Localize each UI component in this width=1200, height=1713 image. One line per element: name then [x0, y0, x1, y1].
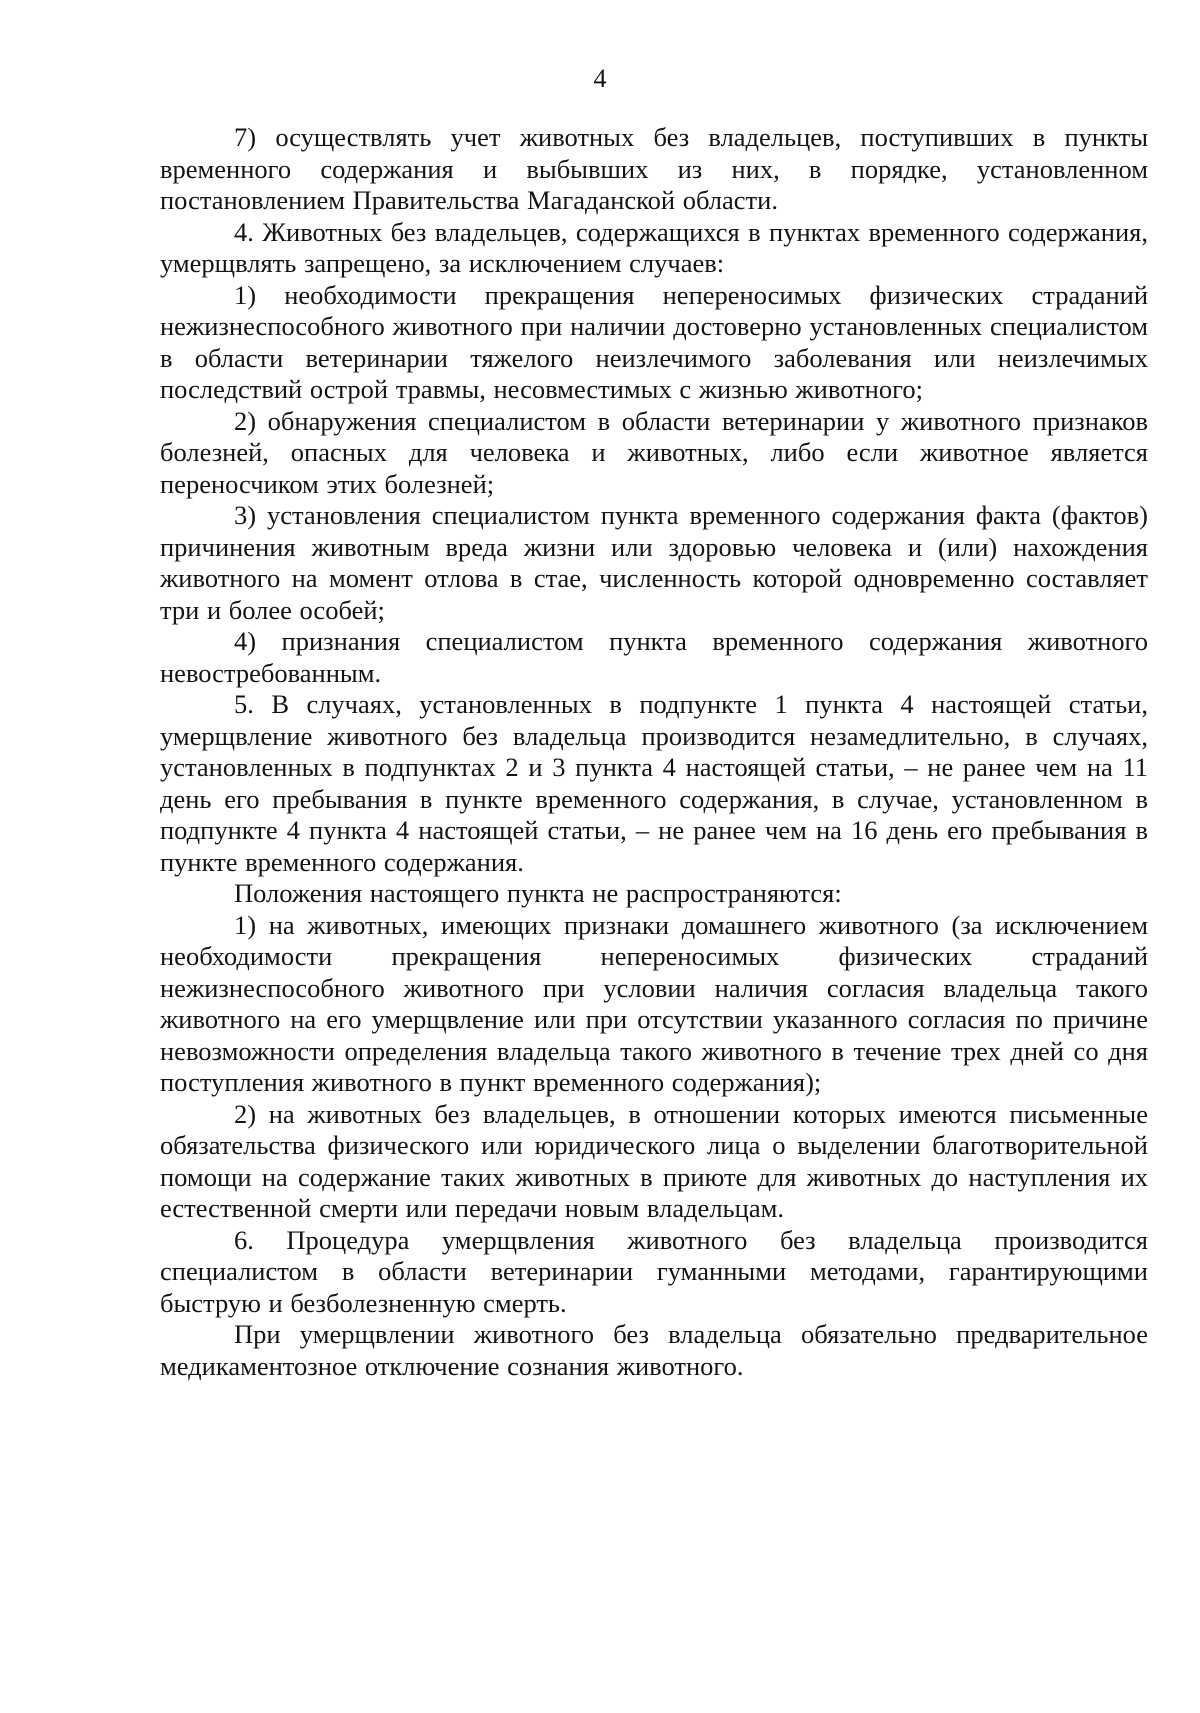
paragraph-7-record-keeping: 7) осуществлять учет животных без владельцев, поступивших в пункты временного содержания и выбывших из них, в порядке, установленном постановлением Правительства Магаданской области. [160, 122, 1148, 215]
page-number: 4 [593, 64, 607, 93]
paragraph-4-euthanasia-prohibited: 4. Животных без владельцев, содержащихся в пунктах временного содержания, умерщвлять запрещено, за исключением случаев: [160, 216, 1148, 278]
paragraph-anesthesia-requirement: При умерщвлении животного без владельца обязательно предварительное медикаментозное отключение сознания животного. [160, 1319, 1148, 1381]
document-body [160, 122, 1148, 1382]
paragraph-6-humane-procedure: 6. Процедура умерщвления животного без владельца производится специалистом в области ветеринарии гуманными методами, гарантирующими быструю и безболезненную смерть. [160, 1224, 1148, 1318]
subparagraph-4-unclaimed: 4) признания специалистом пункта временного содержания животного невостребованным. [160, 626, 1148, 688]
subparagraph-1-incurable-suffering: 1) необходимости прекращения непереносимых физических страданий нежизнеспособного животного при наличии достоверно установленных специалистом в области ветеринарии тяжелого неизлечимого заболевания или неизлечимых последствий острой травмы, несовместимых с жизнью животного; [160, 279, 1148, 404]
paragraph-5-timing: 5. В случаях, установленных в подпункте 1 пункта 4 настоящей статьи, умерщвление животного без владельца производится незамедлительно, в случаях, установленных в подпунктах 2 и 3 пункта 4 настоящей статьи, – не ранее чем на 11 день его пребывания в пункте временного содержания, в случае, установленном в подпункте 4 пункта 4 настоящей статьи, – не ранее чем на 16 день его пребывания в пункте временного содержания. [160, 689, 1148, 877]
subparagraph-3-harm-to-humans: 3) установления специалистом пункта временного содержания факта (фактов) причинения животным вреда жизни или здоровью человека и (или) нахождения животного на момент отлова в стае, численность которой одновременно составляет три и более особей; [160, 500, 1148, 625]
paragraph-exceptions-intro: Положения настоящего пункта не распространяются: [234, 878, 842, 908]
exception-1-domestic-animals: 1) на животных, имеющих признаки домашнего животного (за исключением необходимости прекращения непереносимых физических страданий нежизнеспособного животного при условии наличия согласия владельца такого животного на его умерщвление или при отсутствии указанного согласия по причине невозможности определения владельца такого животного в течение трех дней со дня поступления животного в пункт временного содержания); [160, 909, 1148, 1097]
subparagraph-2-dangerous-disease: 2) обнаружения специалистом в области ветеринарии у животного признаков болезней, опасных для человека и животных, либо если животное является переносчиком этих болезней; [160, 405, 1148, 499]
exception-2-charity-obligations: 2) на животных без владельцев, в отношении которых имеются письменные обязательства физического или юридического лица о выделении благотворительной помощи на содержание таких животных в приюте для животных до наступления их естественной смерти или передачи новым владельцам. [160, 1098, 1148, 1223]
